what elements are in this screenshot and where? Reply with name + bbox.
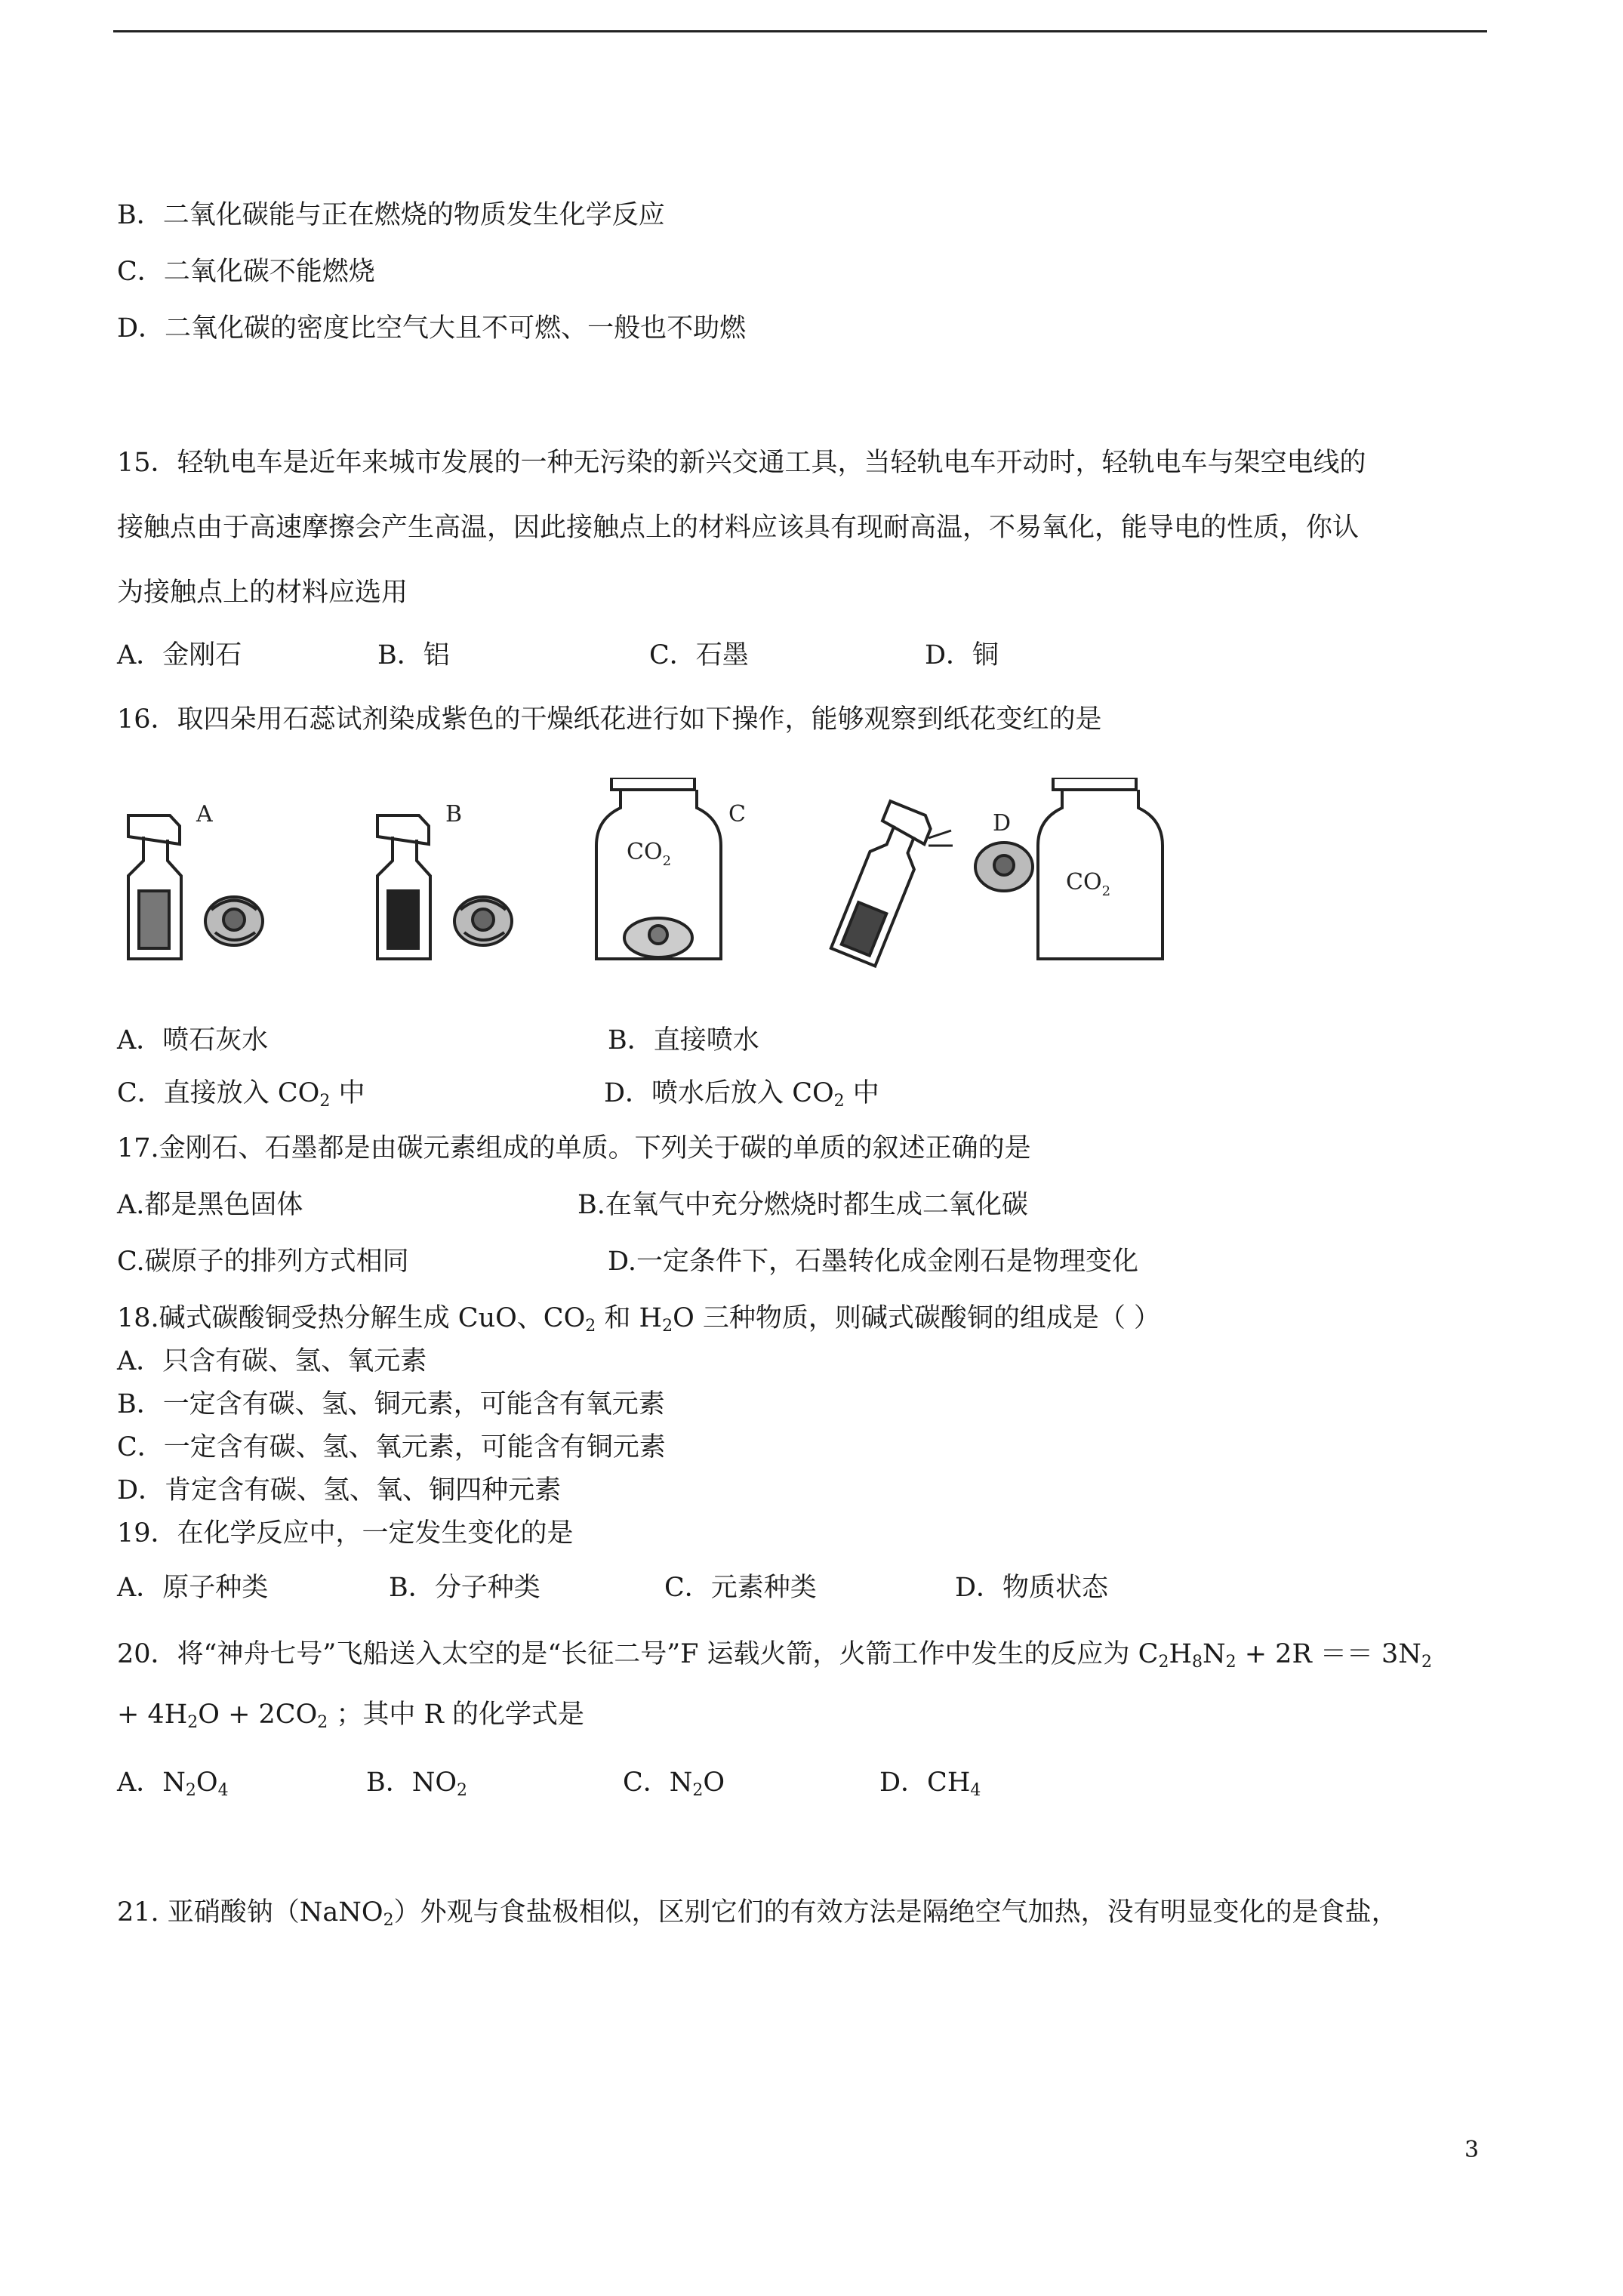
q20-option-d: D．$CH_4$: [879, 1767, 981, 1800]
figure-label-d: D: [993, 810, 1012, 837]
figure-label-a: A: [196, 801, 213, 827]
spray-bottle-a-icon: [128, 815, 181, 959]
q14-option-c: C．二氧化碳不能燃烧: [117, 257, 375, 287]
q16-option-b: B．直接喷水: [608, 1025, 759, 1056]
q14-option-d: D．二氧化碳的密度比空气大且不可燃、一般也不助燃: [117, 313, 747, 344]
q17-option-a: A.都是黑色固体: [117, 1190, 303, 1220]
q20-stem-line-2: + $4H_2O + 2CO_2$ ；其中 R 的化学式是: [117, 1700, 584, 1732]
q18-option-a: A．只含有碳、氢、氧元素: [117, 1346, 427, 1376]
q18-option-b: B．一定含有碳、氢、铜元素，可能含有氧元素: [117, 1389, 665, 1419]
flower-d-icon: [975, 843, 1033, 891]
figure-label-c: C: [728, 801, 746, 827]
flower-a-icon: [205, 897, 263, 945]
q19-option-a: A．原子种类: [117, 1573, 269, 1603]
q16-experiment-figure: [113, 778, 1548, 997]
q15-option-d: D．铜: [925, 640, 999, 670]
q16-option-c: C．直接放入 $CO_2$ 中: [117, 1078, 365, 1111]
figure-gas-d: $CO_2$: [1066, 869, 1111, 899]
q17-option-b: B.在氧气中充分燃烧时都生成二氧化碳: [577, 1190, 1028, 1220]
gas-jar-c-icon: [596, 778, 721, 959]
q16-option-d: D．喷水后放入 $CO_2$ 中: [604, 1078, 879, 1111]
q18-option-c: C．一定含有碳、氢、氧元素，可能含有铜元素: [117, 1432, 666, 1462]
spray-bottle-b-icon: [377, 815, 430, 959]
figure-label-b: B: [445, 801, 463, 827]
q19-option-d: D．物质状态: [955, 1573, 1109, 1603]
q16-option-a: A．喷石灰水: [117, 1025, 269, 1056]
q19-stem: 19．在化学反应中，一定发生变化的是: [117, 1518, 574, 1549]
q19-option-b: B．分子种类: [389, 1573, 540, 1603]
q21-stem: 21. 亚硝酸钠（NaNO$_2$）外观与食盐极相似，区别它们的有效方法是隔绝空气加热，没有明显变化的是食盐，: [117, 1897, 1398, 1930]
q15-stem-line-2: 接触点由于高速摩擦会产生高温，因此接触点上的材料应该具有现耐高温，不易氧化，能导电的性质，你认: [117, 513, 1360, 543]
q15-option-c: C．石墨: [649, 640, 749, 670]
q17-option-d: D.一定条件下，石墨转化成金刚石是物理变化: [608, 1247, 1138, 1277]
page-number: 3: [1464, 2137, 1480, 2163]
q18-option-d: D．肯定含有碳、氢、氧、铜四种元素: [117, 1475, 562, 1505]
q20-option-c: C．$N_2O$: [623, 1767, 725, 1800]
q16-stem: 16．取四朵用石蕊试剂染成紫色的干燥纸花进行如下操作，能够观察到纸花变红的是: [117, 704, 1102, 735]
q15-stem-line-1: 15．轻轨电车是近年来城市发展的一种无污染的新兴交通工具，当轻轨电车开动时，轻轨电车与架空电线的: [117, 448, 1366, 478]
figure-gas-c: $CO_2$: [627, 839, 672, 869]
header-rule: [113, 30, 1487, 32]
q20-option-b: B．$NO_2$: [366, 1767, 468, 1800]
q20-stem-line-1: 20．将“神舟七号”飞船送入太空的是“长征二号”F 运载火箭，火箭工作中发生的反应为 $C_2H_8N_2 + 2R == 3N_2$: [117, 1639, 1432, 1672]
q18-stem: 18.碱式碳酸铜受热分解生成 CuO、$CO_2$ 和 $H_2O$ 三种物质，则碱式碳酸铜的组成是（ ）: [117, 1303, 1161, 1336]
q19-option-c: C．元素种类: [664, 1573, 817, 1603]
q15-option-b: B．铝: [377, 640, 450, 670]
q15-stem-line-3: 为接触点上的材料应选用: [117, 578, 408, 608]
q17-option-c: C.碳原子的排列方式相同: [117, 1247, 409, 1277]
q15-option-a: A．金刚石: [117, 640, 242, 670]
q14-option-b: B．二氧化碳能与正在燃烧的物质发生化学反应: [117, 200, 665, 230]
spray-bottle-d-icon: [831, 801, 935, 966]
q17-stem: 17.金刚石、石墨都是由碳元素组成的单质。下列关于碳的单质的叙述正确的是: [117, 1133, 1031, 1163]
gas-jar-d-icon: [1038, 778, 1163, 959]
q20-option-a: A．$N_2O_4$: [117, 1767, 229, 1800]
flower-b-icon: [454, 897, 512, 945]
